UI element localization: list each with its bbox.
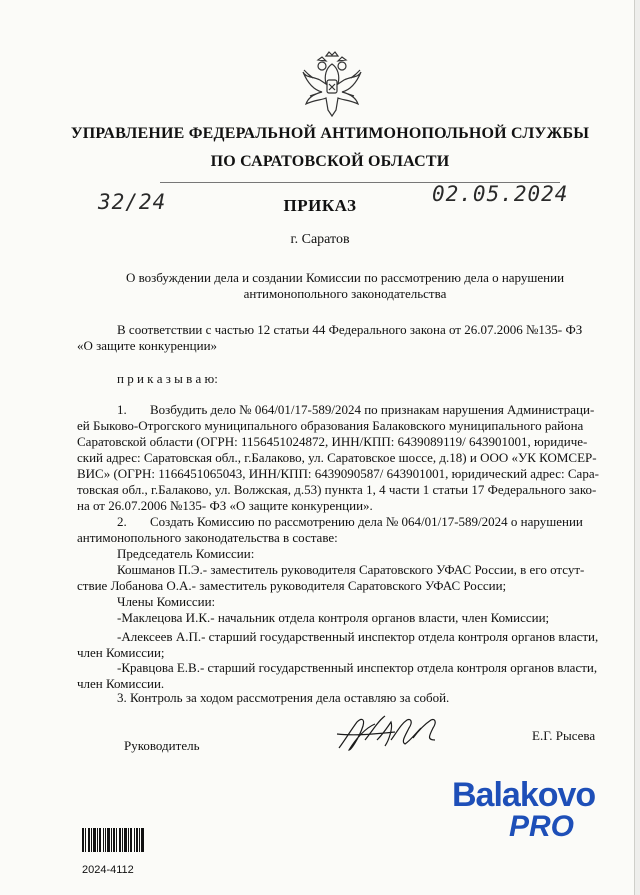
chair-line: ствие Лобанова О.А.- заместитель руководителя Саратовского УФАС России; [77, 578, 507, 593]
org-name-line1: УПРАВЛЕНИЕ ФЕДЕРАЛЬНОЙ АНТИМОНОПОЛЬНОЙ СЛУЖБЫ [70, 125, 590, 142]
chair-label: Председатель Комиссии: [117, 546, 255, 561]
preamble-line: В соответствии с частью 12 статьи 44 Федерального закона от 26.07.2006 №135- ФЗ [117, 322, 583, 337]
coat-of-arms-icon [300, 50, 364, 118]
signer-position: Руководитель [124, 738, 200, 753]
watermark-logo [452, 778, 602, 842]
preamble-line: «О защите конкуренции» [77, 338, 218, 353]
order-city: г. Саратов [290, 232, 350, 247]
member-line: -Алексеев А.П.- старший государственный инспектор отдела контроля органов власти, [117, 629, 599, 644]
member-line: член Комиссии. [77, 676, 165, 691]
watermark-word2: PRO [508, 810, 574, 843]
watermark-word1: Balakovo [452, 776, 596, 814]
order-title: ПРИКАЗ [283, 196, 357, 215]
barcode-icon [82, 828, 144, 852]
item1-number: 1. [117, 402, 127, 417]
signature-icon [335, 710, 445, 756]
order-word: п р и к а з ы в а ю: [117, 371, 218, 386]
item1-line: ВИС» (ОГРН: 1166451065043, ИНН/КПП: 6439090587/ 643901001, юридический адрес: Сара- [77, 466, 599, 481]
item3-line: 3. Контроль за ходом рассмотрения дела оставляю за собой. [117, 690, 450, 705]
item1-line: ский адрес: Саратовская обл., г.Балаково, ул. Саратовское шоссе, д.18) и ООО «УК КОМСЕР- [77, 450, 597, 465]
item2-line: Создать Комиссию по рассмотрению дела № 064/01/17-589/2024 о нарушении [150, 514, 583, 529]
item2-line: антимонопольного законодательства в составе: [77, 530, 338, 545]
signer-name: Е.Г. Рысева [532, 728, 596, 743]
order-date: 02.05.2024 [432, 182, 569, 206]
member-line: -Маклецова И.К.- начальник отдела контроля органов власти, член Комиссии; [117, 610, 550, 625]
subject-line: О возбуждении дела и создании Комиссии по рассмотрению дела о нарушении [125, 270, 565, 285]
org-name-line2: ПО САРАТОВСКОЙ ОБЛАСТИ [210, 153, 450, 170]
chair-line: Кошманов П.Э.- заместитель руководителя Саратовского УФАС России, в его отсут- [117, 562, 585, 577]
order-number: 32/24 [98, 190, 167, 214]
item1-line: Саратовской области (ОГРН: 1156451024872, ИНН/КПП: 6439089119/ 643901001, юридиче- [77, 434, 588, 449]
member-line: -Кравцова Е.В.- старший государственный инспектор отдела контроля органов власти, [117, 660, 598, 675]
item1-line: товская обл., г.Балаково, ул. Волжская, д.53) пункта 1, 4 части 1 статьи 17 Федерального зако- [77, 482, 597, 497]
item1-line: ей Быково-Отрогского муниципального образования Балаковского муниципального района [77, 418, 584, 433]
registration-number: 2024-4112 [82, 864, 134, 876]
item1-line: на от 26.07.2006 №135- ФЗ «О защите конкуренции». [77, 498, 373, 513]
order-subject [110, 270, 580, 302]
item1-line: Возбудить дело № 064/01/17-589/2024 по признакам нарушения Администраци- [150, 402, 595, 417]
members-label: Члены Комиссии: [117, 594, 216, 609]
subject-line: антимонопольного законодательства [243, 286, 447, 301]
item2-number: 2. [117, 514, 127, 529]
member-line: член Комиссии; [77, 645, 165, 660]
